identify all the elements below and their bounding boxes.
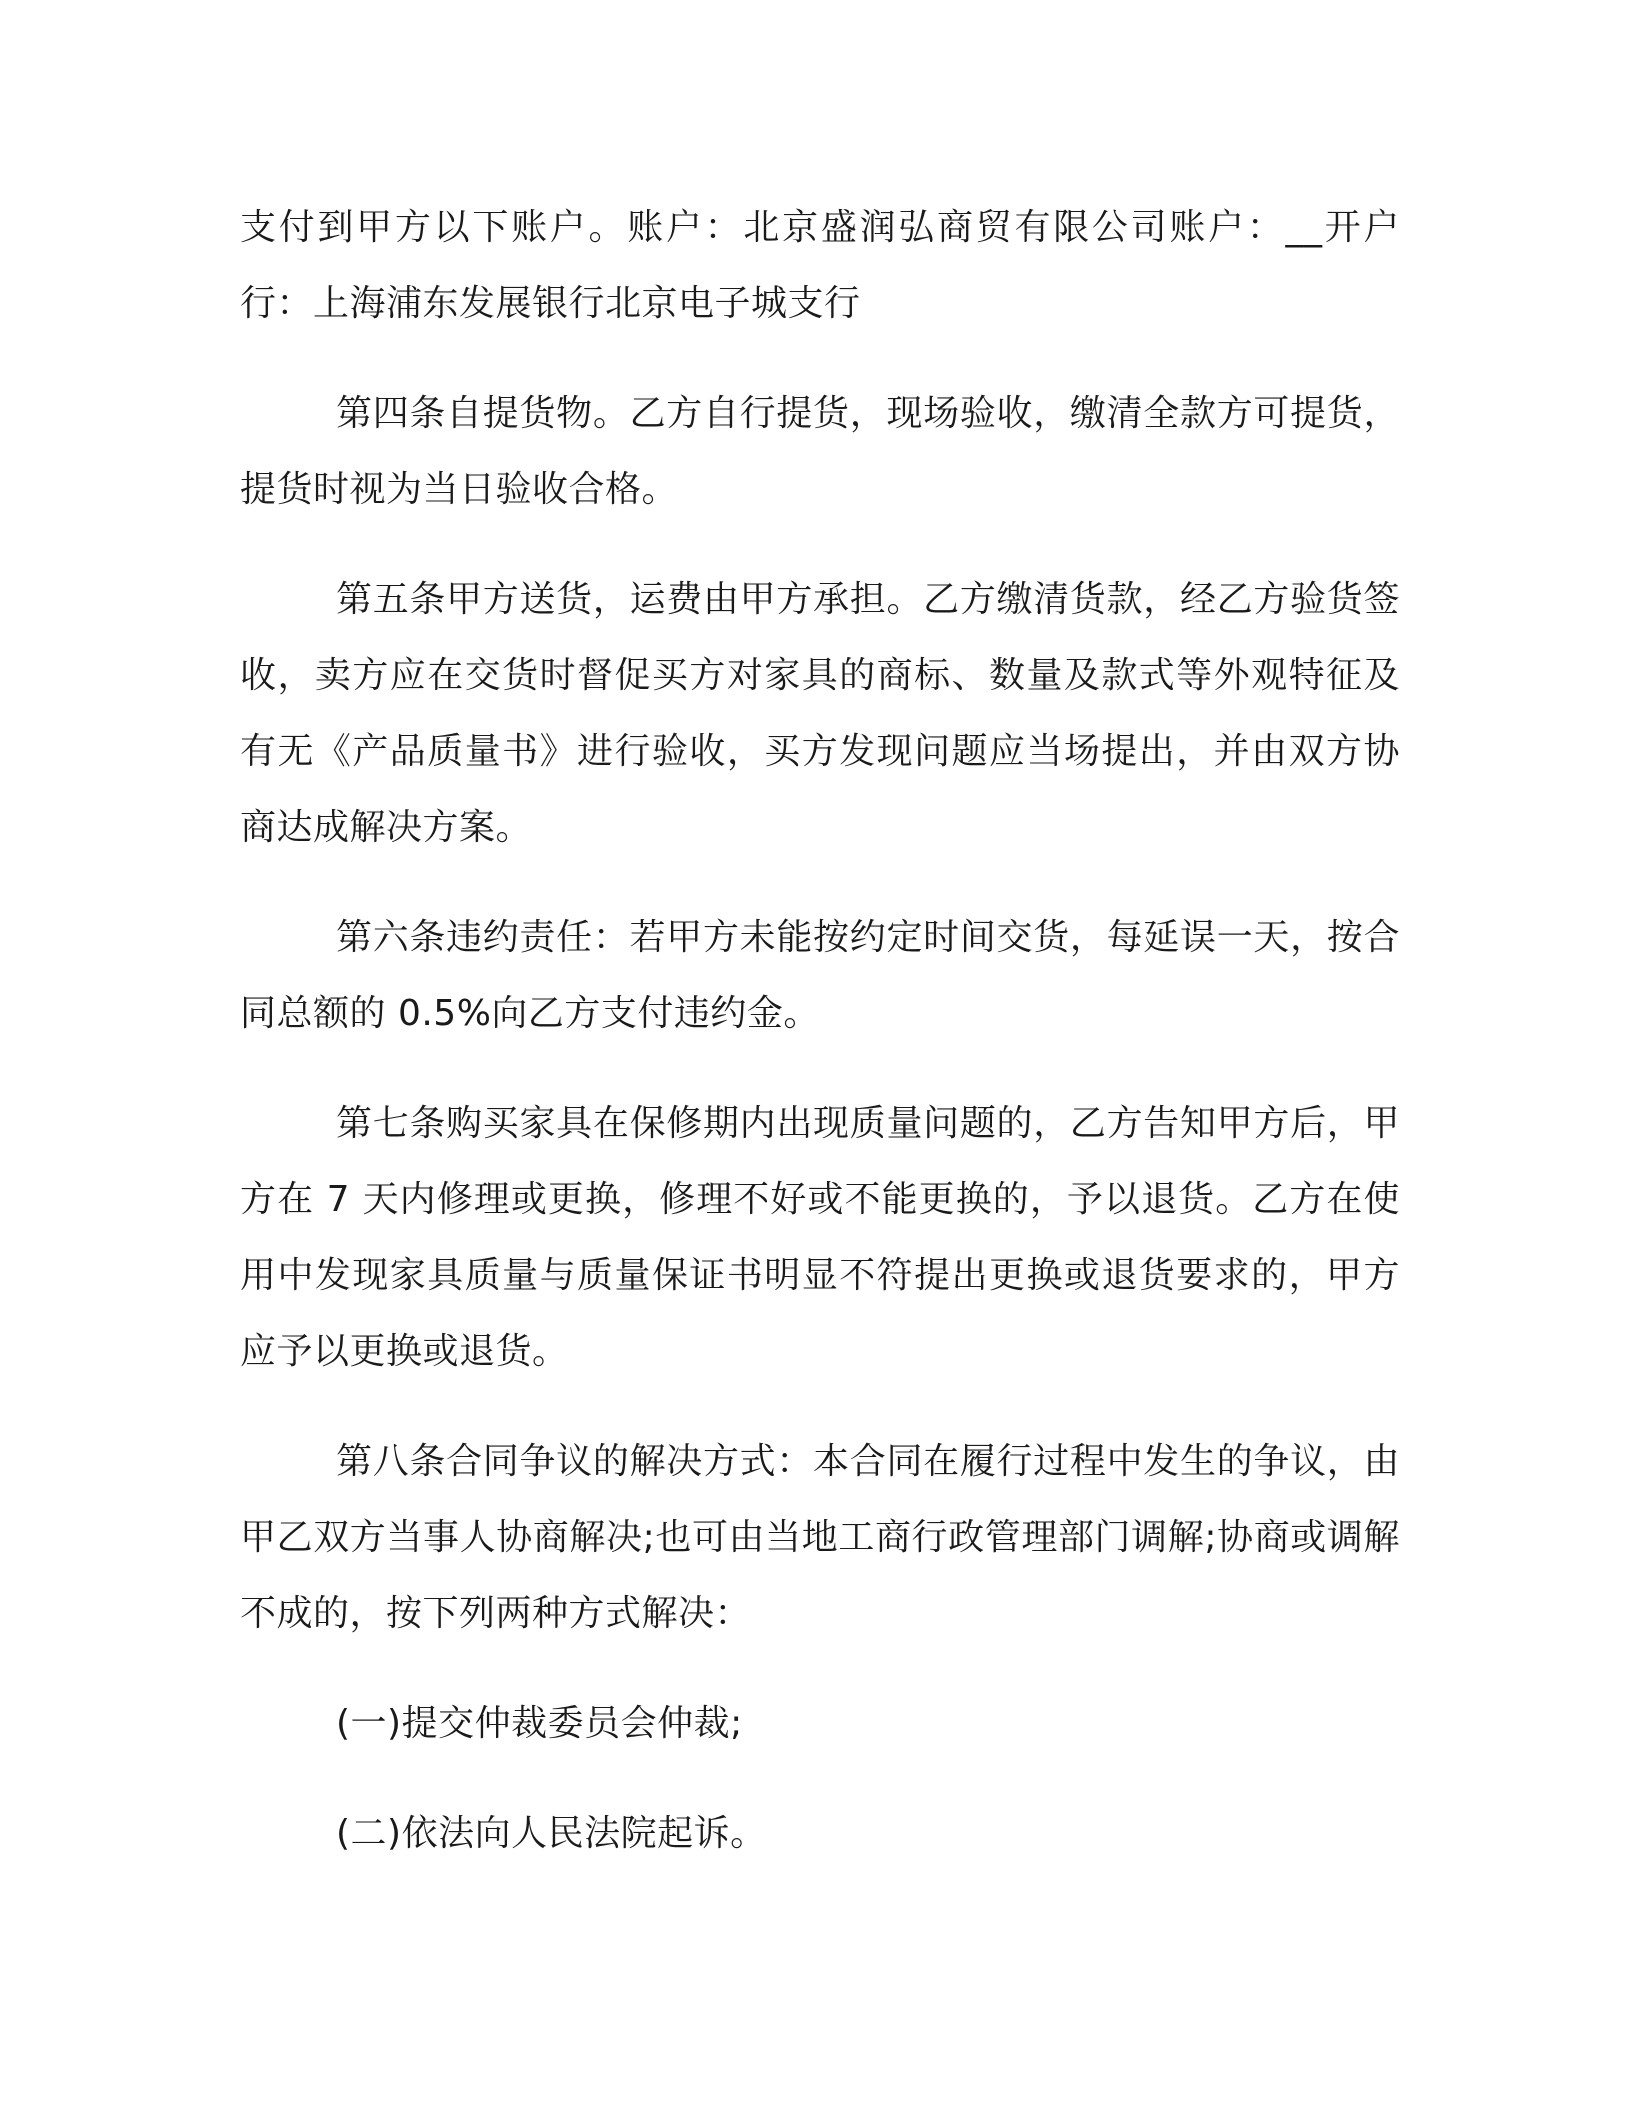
paragraph-article-8: 第八条合同争议的解决方式：本合同在履行过程中发生的争议，由甲乙双方当事人协商解决;也可由当地工商行政管理部门调解;协商或调解不成的，按下列两种方式解决： (240, 1441, 1400, 1634)
document-body (240, 190, 1400, 1872)
list-item-arbitration: (一)提交仲裁委员会仲裁; (336, 1703, 743, 1744)
list-item-litigation: (二)依法向人民法院起诉。 (336, 1813, 767, 1854)
paragraph-payment-account: 支付到甲方以下账户。账户：北京盛润弘商贸有限公司账户：__开户行：上海浦东发展银行北京电子城支行 (240, 207, 1400, 324)
paragraph-article-7: 第七条购买家具在保修期内出现质量问题的，乙方告知甲方后，甲方在 7 天内修理或更换，修理不好或不能更换的，予以退货。乙方在使用中发现家具质量与质量保证书明显不符提出更换或退货要求的，甲方应予以更换或退货。 (240, 1103, 1400, 1372)
paragraph-article-4: 第四条自提货物。乙方自行提货，现场验收，缴清全款方可提货，提货时视为当日验收合格。 (240, 393, 1400, 510)
paragraph-article-5: 第五条甲方送货，运费由甲方承担。乙方缴清货款，经乙方验货签收，卖方应在交货时督促买方对家具的商标、数量及款式等外观特征及有无《产品质量书》进行验收，买方发现问题应当场提出，并由双方协商达成解决方案。 (240, 579, 1400, 848)
paragraph-article-6: 第六条违约责任：若甲方未能按约定时间交货，每延误一天，按合同总额的 0.5%向乙方支付违约金。 (240, 917, 1400, 1034)
